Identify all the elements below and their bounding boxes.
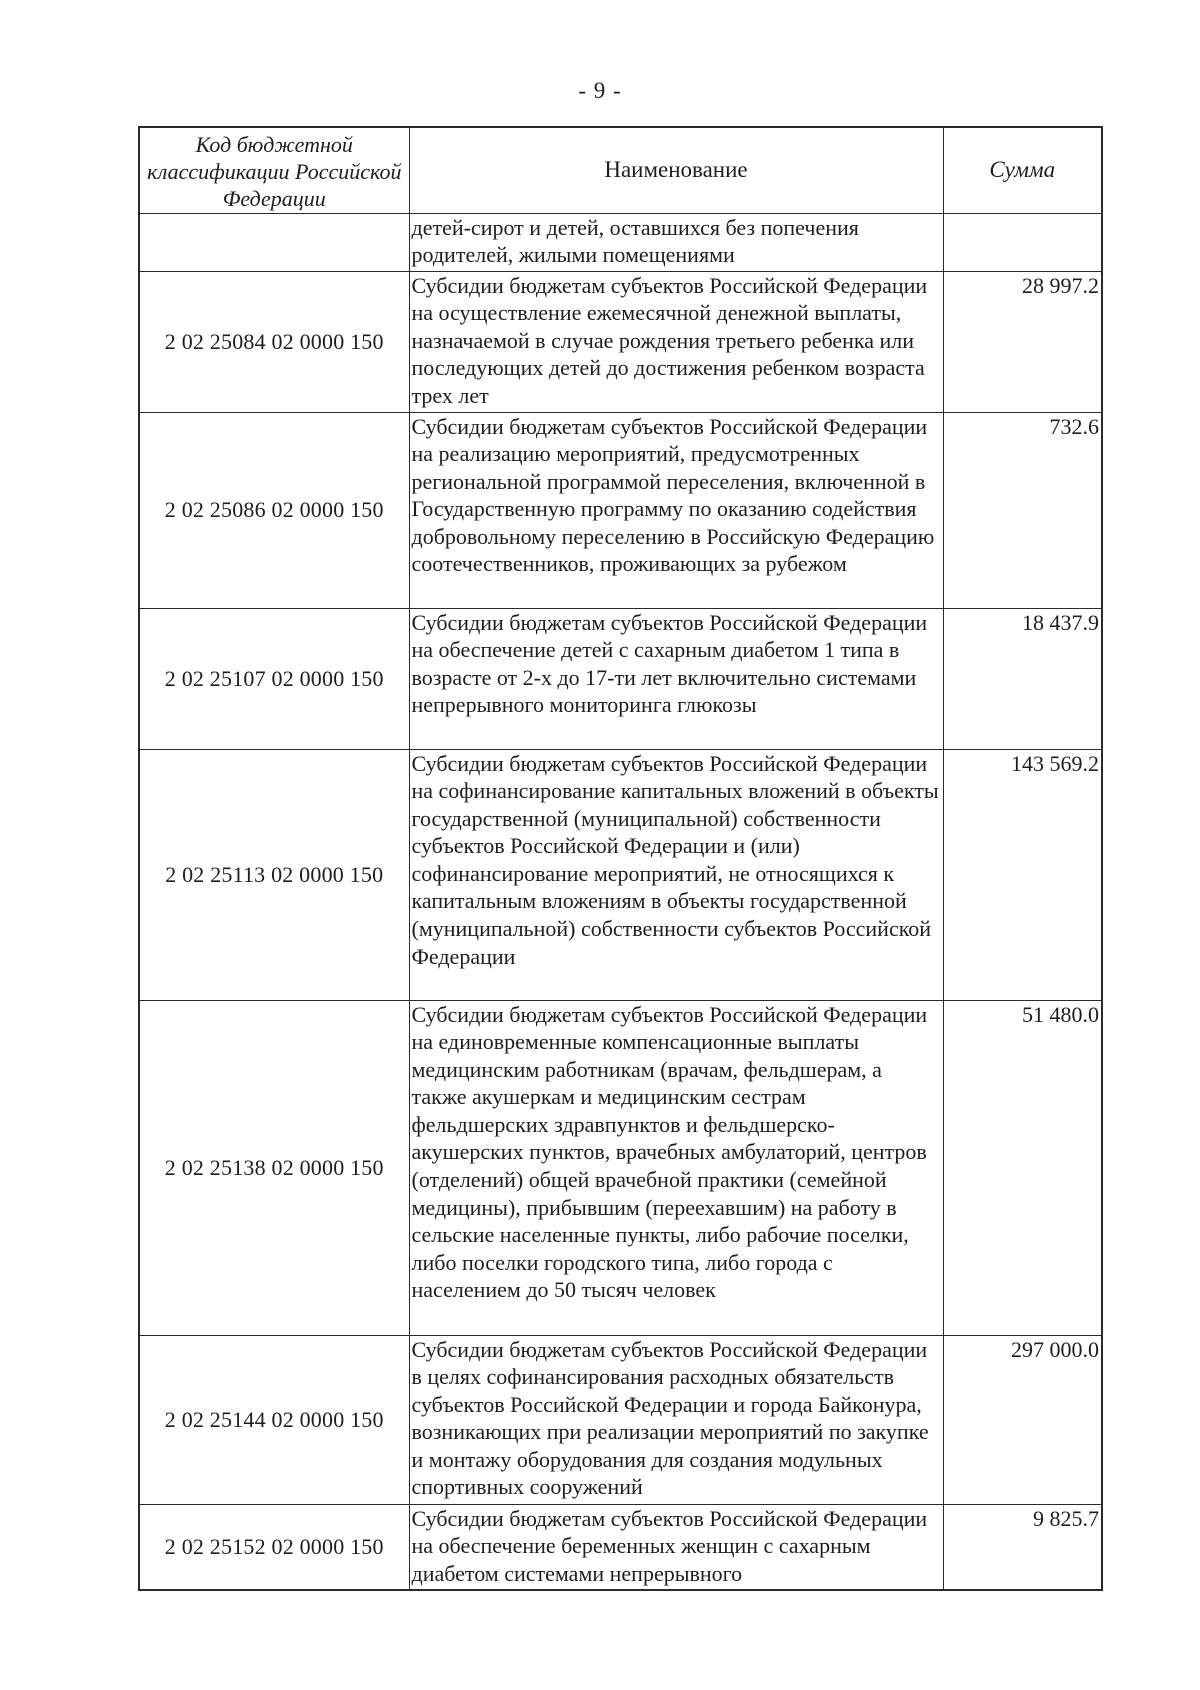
row-code [139,213,409,271]
row-code: 2 02 25144 02 0000 150 [139,1335,409,1504]
row-code: 2 02 25107 02 0000 150 [139,608,409,749]
row-code: 2 02 25084 02 0000 150 [139,271,409,412]
row-amount: 18 437.9 [943,608,1102,749]
row-name: Субсидии бюджетам субъектов Российской Федерации на единовременные компенсационные выплаты медицинским работникам (врачам, фельдшерам, а также акушеркам и медицинским сестрам фельдшерских здравпунктов и фельдшерско-акушерских пунктов, врачебных амбулаторий, центров (отделений) общей врачебной практики (семейной медицины), прибывшим (переехавшим) на работу в сельские населенные пункты, либо рабочие поселки, либо поселки городского типа, либо города с населением до 50 тысяч человек [409,1000,943,1335]
row-amount: 9 825.7 [943,1504,1102,1590]
row-amount: 28 997.2 [943,271,1102,412]
table-row [139,749,1102,1000]
page-number: - 9 - [578,78,622,103]
table-header-row [139,127,1102,213]
table-row [139,271,1102,412]
row-name: детей-сирот и детей, оставшихся без попечения родителей, жилыми помещениями [409,213,943,271]
row-name: Субсидии бюджетам субъектов Российской Федерации на софинансирование капитальных вложений в объекты государственной (муниципальной) собственности субъектов Российской Федерации и (или) софинансирование мероприятий, не относящихся к капитальным вложениям в объекты государственной (муниципальной) собственности субъектов Российской Федерации [409,749,943,1000]
row-amount: 143 569.2 [943,749,1102,1000]
row-name: Субсидии бюджетам субъектов Российской Федерации на реализацию мероприятий, предусмотренных региональной программой переселения, включенной в Государственную программу по оказанию содействия добровольному переселению в Российскую Федерацию соотечественников, проживающих за рубежом [409,412,943,608]
table-row [139,1335,1102,1504]
row-name: Субсидии бюджетам субъектов Российской Федерации на обеспечение беременных женщин с сахарным диабетом системами непрерывного [409,1504,943,1590]
table-row [139,213,1102,271]
row-amount: 297 000.0 [943,1335,1102,1504]
header-code: Код бюджетной классификации Российской Федерации [139,127,409,213]
row-amount: 732.6 [943,412,1102,608]
row-code: 2 02 25086 02 0000 150 [139,412,409,608]
header-sum: Сумма [943,127,1102,213]
table-row [139,608,1102,749]
row-name: Субсидии бюджетам субъектов Российской Федерации в целях софинансирования расходных обязательств субъектов Российской Федерации и города Байконура, возникающих при реализации мероприятий по закупке и монтажу оборудования для создания модульных спортивных сооружений [409,1335,943,1504]
row-code: 2 02 25152 02 0000 150 [139,1504,409,1590]
header-name: Наименование [409,127,943,213]
row-name: Субсидии бюджетам субъектов Российской Федерации на обеспечение детей с сахарным диабетом 1 типа в возрасте от 2-х до 17-ти лет включительно системами непрерывного мониторинга глюкозы [409,608,943,749]
table-row [139,1000,1102,1335]
row-amount: 51 480.0 [943,1000,1102,1335]
row-code: 2 02 25113 02 0000 150 [139,749,409,1000]
row-amount [943,213,1102,271]
table-row [139,412,1102,608]
table-row [139,1504,1102,1590]
row-name: Субсидии бюджетам субъектов Российской Федерации на осуществление ежемесячной денежной выплаты, назначаемой в случае рождения третьего ребенка или последующих детей до достижения ребенком возраста трех лет [409,271,943,412]
budget-table [138,126,1103,1591]
row-code: 2 02 25138 02 0000 150 [139,1000,409,1335]
